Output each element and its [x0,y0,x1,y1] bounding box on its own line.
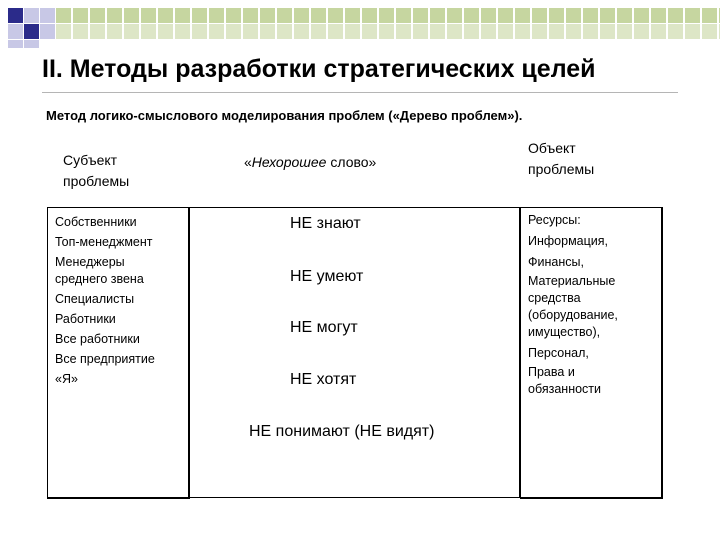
decor-square [24,40,39,48]
subject-item: Менеджеры среднего звена [55,255,144,286]
bad-word-understand: НЕ понимают (НЕ видят) [249,423,435,440]
object-item: Информация, [528,234,609,248]
decor-square [40,24,55,39]
slide-title: II. Методы разработки стратегических целей [42,55,596,83]
decor-stripe [56,24,720,39]
decor-square [24,8,39,23]
object-item: Финансы, [528,255,584,269]
subject-item: Работники [55,312,116,326]
decor-square [8,24,23,39]
decor-square [8,8,23,23]
header-object [528,138,628,180]
bad-word-know: НЕ знают [290,215,361,232]
subject-item: «Я» [55,372,78,386]
decor-square [40,8,55,23]
object-item: Материальные средства (оборудование, имущество), [528,274,618,339]
subject-list [55,212,180,389]
object-item: Ресурсы: [528,213,581,227]
bad-word-want: НЕ хотят [290,371,357,388]
bad-word-column-box [189,207,520,498]
decor-square [24,24,39,39]
header-object-text: Объект проблемы [528,140,595,177]
subject-item: Все предприятие [55,352,155,366]
subject-item: Собственники [55,215,137,229]
decor-square [8,40,23,48]
header-bad-word-italic: Нехорошее [251,154,327,170]
header-bad-word [244,152,376,173]
header-bad-word-prefix: « [244,154,252,170]
decorative-squares [0,0,720,48]
object-item: Права и обязанности [528,365,602,396]
title-divider [42,92,678,93]
bad-word-can: НЕ умеют [290,268,364,285]
decor-stripe [56,8,720,23]
subject-item: Топ-менеджмент [55,235,153,249]
header-bad-word-suffix: слово» [326,154,377,170]
subject-item: Специалисты [55,292,135,306]
header-subject-text: Субъект проблемы [63,152,130,189]
subject-item: Все работники [55,332,140,346]
bad-word-able: НЕ могут [290,319,358,336]
slide-subtitle: Метод логико-смыслового моделирования проблем («Дерево проблем»). [46,108,523,123]
header-subject [55,150,185,192]
object-item: Персонал, [528,346,589,360]
object-list [528,212,640,400]
